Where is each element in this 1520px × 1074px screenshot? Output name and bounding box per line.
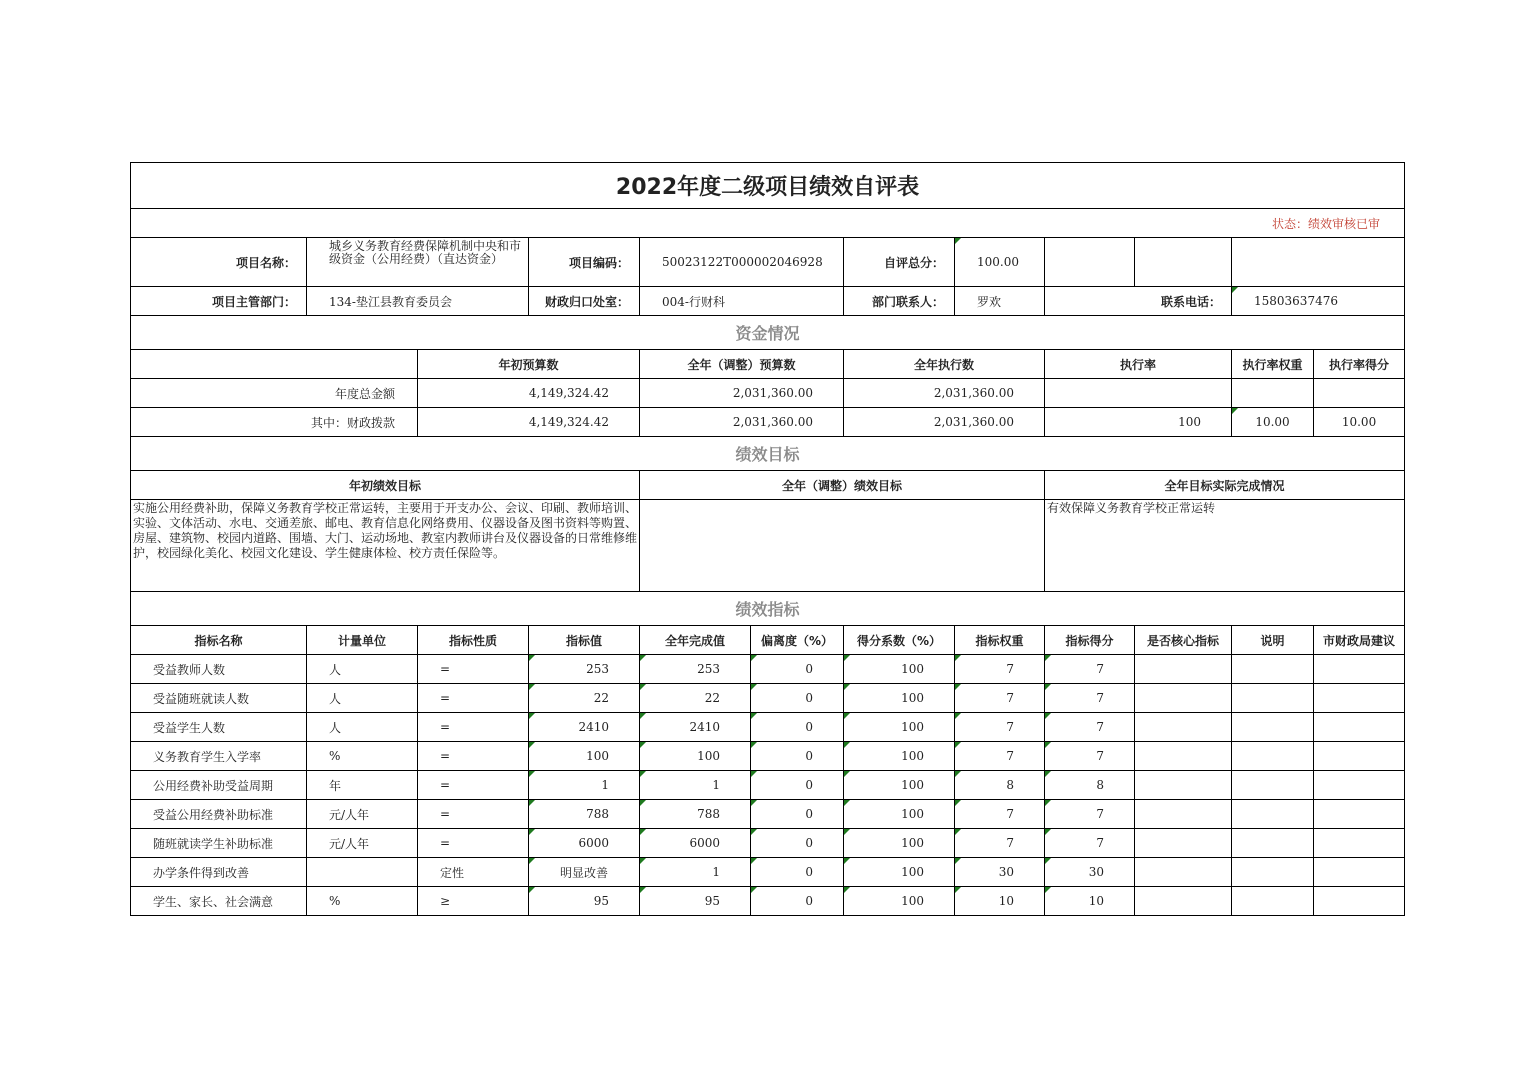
indicator-nature: = bbox=[418, 655, 529, 684]
empty-cell bbox=[1314, 713, 1405, 742]
funds-row-label: 年度总金额 bbox=[131, 379, 418, 408]
finance-office-label: 财政归口处室： bbox=[529, 287, 640, 316]
indicator-row bbox=[131, 684, 1405, 713]
funds-header-rate: 执行率 bbox=[1045, 350, 1232, 379]
funds-row bbox=[131, 379, 1405, 408]
indicator-deviation: 0 bbox=[751, 771, 844, 800]
indicator-deviation: 0 bbox=[751, 858, 844, 887]
indicator-unit: 人 bbox=[307, 684, 418, 713]
goals-section-title: 绩效目标 bbox=[131, 437, 1405, 471]
project-name-label: 项目名称： bbox=[131, 238, 307, 287]
indicator-coefficient: 100 bbox=[844, 771, 955, 800]
empty-cell bbox=[1314, 858, 1405, 887]
goals-header-adjusted: 全年（调整）绩效目标 bbox=[640, 471, 1045, 500]
ind-header: 指标得分 bbox=[1045, 626, 1135, 655]
empty-cell bbox=[1314, 655, 1405, 684]
funds-weight: 10.00 bbox=[1232, 408, 1314, 437]
indicator-unit: 人 bbox=[307, 655, 418, 684]
indicator-nature: = bbox=[418, 829, 529, 858]
empty-cell bbox=[1314, 800, 1405, 829]
indicator-deviation: 0 bbox=[751, 713, 844, 742]
goals-actual-text: 有效保障义务教育学校正常运转 bbox=[1045, 500, 1405, 592]
indicator-row bbox=[131, 771, 1405, 800]
indicators-section-title: 绩效指标 bbox=[131, 592, 1405, 626]
empty-cell bbox=[1314, 887, 1405, 916]
project-name-value: 城乡义务教育经费保障机制中央和市级资金（公用经费）（直达资金） bbox=[307, 238, 529, 287]
indicator-unit: 元/人年 bbox=[307, 829, 418, 858]
indicator-unit: % bbox=[307, 742, 418, 771]
indicator-weight: 10 bbox=[955, 887, 1045, 916]
goals-header-actual: 全年目标实际完成情况 bbox=[1045, 471, 1405, 500]
indicator-name: 受益教师人数 bbox=[131, 655, 307, 684]
goals-header-initial: 年初绩效目标 bbox=[131, 471, 640, 500]
funds-executed: 2,031,360.00 bbox=[844, 408, 1045, 437]
funds-header-weight: 执行率权重 bbox=[1232, 350, 1314, 379]
funds-score: 10.00 bbox=[1314, 408, 1405, 437]
indicator-nature: = bbox=[418, 771, 529, 800]
ind-header: 说明 bbox=[1232, 626, 1314, 655]
funds-score bbox=[1314, 379, 1405, 408]
indicator-coefficient: 100 bbox=[844, 887, 955, 916]
ind-header: 市财政局建议 bbox=[1314, 626, 1405, 655]
indicator-unit bbox=[307, 858, 418, 887]
status-text: 状态：绩效审核已审 bbox=[131, 209, 1405, 238]
indicator-unit: % bbox=[307, 887, 418, 916]
ind-header: 得分系数（%） bbox=[844, 626, 955, 655]
empty-cell bbox=[1135, 655, 1232, 684]
empty-cell bbox=[1232, 238, 1405, 287]
funds-executed: 2,031,360.00 bbox=[844, 379, 1045, 408]
ind-header: 指标值 bbox=[529, 626, 640, 655]
finance-office-value: 004-行财科 bbox=[640, 287, 844, 316]
dept-label: 项目主管部门： bbox=[131, 287, 307, 316]
indicator-score: 7 bbox=[1045, 742, 1135, 771]
indicator-row bbox=[131, 742, 1405, 771]
funds-adjusted: 2,031,360.00 bbox=[640, 379, 844, 408]
indicator-nature: = bbox=[418, 713, 529, 742]
indicator-deviation: 0 bbox=[751, 684, 844, 713]
indicator-weight: 8 bbox=[955, 771, 1045, 800]
contact-value: 罗欢 bbox=[955, 287, 1045, 316]
indicator-weight: 7 bbox=[955, 800, 1045, 829]
indicator-done: 1 bbox=[640, 771, 751, 800]
indicator-name: 义务教育学生入学率 bbox=[131, 742, 307, 771]
empty-cell bbox=[1045, 238, 1135, 287]
indicator-deviation: 0 bbox=[751, 887, 844, 916]
indicator-name: 受益学生人数 bbox=[131, 713, 307, 742]
empty-cell bbox=[1314, 742, 1405, 771]
indicator-nature: = bbox=[418, 800, 529, 829]
empty-cell bbox=[1232, 655, 1314, 684]
indicator-score: 7 bbox=[1045, 800, 1135, 829]
indicator-nature: ≥ bbox=[418, 887, 529, 916]
indicator-coefficient: 100 bbox=[844, 742, 955, 771]
funds-header-initial: 年初预算数 bbox=[418, 350, 640, 379]
ind-header: 偏离度（%） bbox=[751, 626, 844, 655]
indicator-name: 受益公用经费补助标准 bbox=[131, 800, 307, 829]
funds-initial: 4,149,324.42 bbox=[418, 379, 640, 408]
indicator-score: 7 bbox=[1045, 655, 1135, 684]
empty-cell bbox=[1232, 829, 1314, 858]
empty-cell bbox=[1135, 684, 1232, 713]
funds-header-score: 执行率得分 bbox=[1314, 350, 1405, 379]
ind-header: 指标名称 bbox=[131, 626, 307, 655]
indicator-deviation: 0 bbox=[751, 742, 844, 771]
indicator-weight: 30 bbox=[955, 858, 1045, 887]
indicator-row bbox=[131, 800, 1405, 829]
indicator-weight: 7 bbox=[955, 713, 1045, 742]
indicator-nature: = bbox=[418, 684, 529, 713]
empty-cell bbox=[1232, 742, 1314, 771]
indicator-coefficient: 100 bbox=[844, 800, 955, 829]
indicators-body bbox=[131, 655, 1405, 916]
funds-row bbox=[131, 408, 1405, 437]
page-title: 2022年度二级项目绩效自评表 bbox=[131, 163, 1405, 209]
ind-header: 全年完成值 bbox=[640, 626, 751, 655]
empty-cell bbox=[1135, 771, 1232, 800]
funds-initial: 4,149,324.42 bbox=[418, 408, 640, 437]
empty-cell bbox=[1232, 684, 1314, 713]
project-code-label: 项目编码： bbox=[529, 238, 640, 287]
empty-cell bbox=[1232, 800, 1314, 829]
goals-adjusted-text bbox=[640, 500, 1045, 592]
funds-rate: 100 bbox=[1045, 408, 1232, 437]
indicator-row bbox=[131, 887, 1405, 916]
indicator-target: 100 bbox=[529, 742, 640, 771]
empty-cell bbox=[1232, 771, 1314, 800]
indicator-done: 788 bbox=[640, 800, 751, 829]
indicator-score: 8 bbox=[1045, 771, 1135, 800]
indicator-coefficient: 100 bbox=[844, 713, 955, 742]
indicator-score: 10 bbox=[1045, 887, 1135, 916]
empty-cell bbox=[1135, 858, 1232, 887]
self-score-label: 自评总分： bbox=[844, 238, 955, 287]
phone-label: 联系电话： bbox=[1045, 287, 1232, 316]
ind-header: 指标权重 bbox=[955, 626, 1045, 655]
empty-cell bbox=[1135, 238, 1232, 287]
indicator-row bbox=[131, 858, 1405, 887]
funds-section-title: 资金情况 bbox=[131, 316, 1405, 350]
indicator-weight: 7 bbox=[955, 829, 1045, 858]
empty-cell bbox=[1232, 713, 1314, 742]
indicator-done: 253 bbox=[640, 655, 751, 684]
empty-cell bbox=[1135, 742, 1232, 771]
indicator-coefficient: 100 bbox=[844, 829, 955, 858]
indicator-name: 受益随班就读人数 bbox=[131, 684, 307, 713]
indicator-unit: 人 bbox=[307, 713, 418, 742]
empty-cell bbox=[1135, 800, 1232, 829]
indicator-name: 学生、家长、社会满意 bbox=[131, 887, 307, 916]
funds-weight bbox=[1232, 379, 1314, 408]
indicator-score: 7 bbox=[1045, 829, 1135, 858]
ind-header: 是否核心指标 bbox=[1135, 626, 1232, 655]
indicator-target: 明显改善 bbox=[529, 858, 640, 887]
evaluation-sheet bbox=[130, 162, 1404, 916]
indicator-done: 22 bbox=[640, 684, 751, 713]
empty-cell bbox=[1314, 684, 1405, 713]
empty-cell bbox=[131, 350, 418, 379]
self-score-value: 100.00 bbox=[955, 238, 1045, 287]
indicator-score: 30 bbox=[1045, 858, 1135, 887]
indicator-score: 7 bbox=[1045, 713, 1135, 742]
indicator-row bbox=[131, 829, 1405, 858]
indicator-name: 随班就读学生补助标准 bbox=[131, 829, 307, 858]
indicator-row bbox=[131, 655, 1405, 684]
indicator-nature: = bbox=[418, 742, 529, 771]
indicator-done: 95 bbox=[640, 887, 751, 916]
indicator-done: 1 bbox=[640, 858, 751, 887]
ind-header: 计量单位 bbox=[307, 626, 418, 655]
empty-cell bbox=[1314, 771, 1405, 800]
indicator-weight: 7 bbox=[955, 742, 1045, 771]
indicator-score: 7 bbox=[1045, 684, 1135, 713]
indicator-row bbox=[131, 713, 1405, 742]
goals-initial-text: 实施公用经费补助，保障义务教育学校正常运转，主要用于开支办公、会议、印刷、教师培训、实验、文体活动、水电、交通差旅、邮电、教育信息化网络费用、仪器设备及图书资料等购置、房屋、建筑物、校园内道路、围墙、大门、运动场地、教室内教师讲台及仪器设备的日常维修维护，校园绿化美化、校园文化建设、学生健康体检、校方责任保险等。 bbox=[131, 500, 640, 592]
indicator-weight: 7 bbox=[955, 655, 1045, 684]
project-code-value: 50023122T000002046928 bbox=[640, 238, 844, 287]
empty-cell bbox=[1135, 829, 1232, 858]
indicator-deviation: 0 bbox=[751, 800, 844, 829]
dept-value: 134-垫江县教育委员会 bbox=[307, 287, 529, 316]
empty-cell bbox=[1232, 887, 1314, 916]
indicator-name: 公用经费补助受益周期 bbox=[131, 771, 307, 800]
indicator-unit: 年 bbox=[307, 771, 418, 800]
indicator-done: 100 bbox=[640, 742, 751, 771]
funds-row-label: 其中：财政拨款 bbox=[131, 408, 418, 437]
indicator-target: 2410 bbox=[529, 713, 640, 742]
indicator-name: 办学条件得到改善 bbox=[131, 858, 307, 887]
empty-cell bbox=[1135, 887, 1232, 916]
indicator-done: 2410 bbox=[640, 713, 751, 742]
contact-label: 部门联系人： bbox=[844, 287, 955, 316]
evaluation-table bbox=[130, 162, 1405, 916]
funds-rate bbox=[1045, 379, 1232, 408]
indicator-target: 788 bbox=[529, 800, 640, 829]
indicator-target: 22 bbox=[529, 684, 640, 713]
indicator-target: 1 bbox=[529, 771, 640, 800]
funds-header-executed: 全年执行数 bbox=[844, 350, 1045, 379]
empty-cell bbox=[1314, 829, 1405, 858]
indicator-target: 253 bbox=[529, 655, 640, 684]
indicator-deviation: 0 bbox=[751, 829, 844, 858]
indicator-coefficient: 100 bbox=[844, 858, 955, 887]
indicator-deviation: 0 bbox=[751, 655, 844, 684]
indicator-target: 95 bbox=[529, 887, 640, 916]
indicator-coefficient: 100 bbox=[844, 655, 955, 684]
indicator-done: 6000 bbox=[640, 829, 751, 858]
indicator-weight: 7 bbox=[955, 684, 1045, 713]
indicator-unit: 元/人年 bbox=[307, 800, 418, 829]
indicator-nature: 定性 bbox=[418, 858, 529, 887]
phone-value: 15803637476 bbox=[1232, 287, 1405, 316]
indicator-target: 6000 bbox=[529, 829, 640, 858]
empty-cell bbox=[1232, 858, 1314, 887]
funds-adjusted: 2,031,360.00 bbox=[640, 408, 844, 437]
indicator-coefficient: 100 bbox=[844, 684, 955, 713]
empty-cell bbox=[1135, 713, 1232, 742]
funds-header-adjusted: 全年（调整）预算数 bbox=[640, 350, 844, 379]
ind-header: 指标性质 bbox=[418, 626, 529, 655]
